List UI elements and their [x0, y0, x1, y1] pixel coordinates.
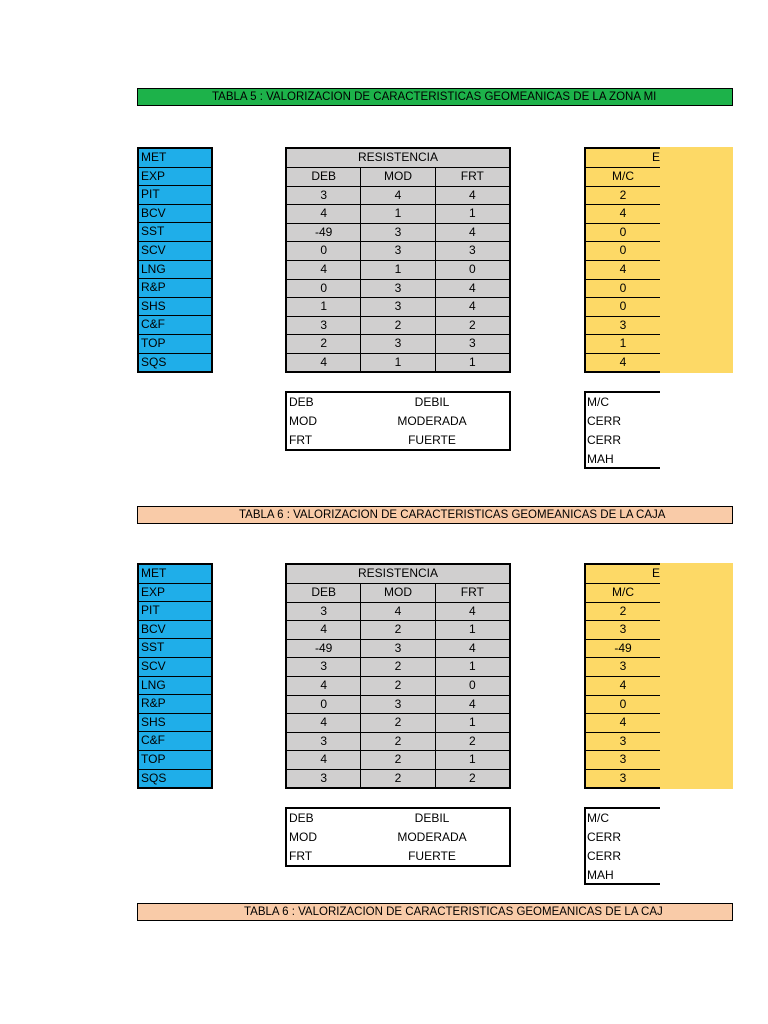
resistencia-header: RESISTENCIA	[287, 149, 509, 168]
table-row	[287, 603, 509, 622]
table-cell: 1	[287, 298, 361, 316]
method-label: SCV	[139, 658, 211, 677]
table-cell: 2	[468, 770, 476, 785]
mc-value: 1	[586, 335, 660, 354]
legend-value: FUERTE	[408, 433, 456, 447]
table-cell: 3	[361, 298, 435, 316]
resistencia-subheader-row	[287, 168, 509, 187]
table-cell: 1	[361, 261, 435, 279]
method-label: BCV	[139, 621, 211, 640]
legend-right-item: MAH	[587, 452, 614, 466]
table-cell: 2	[361, 770, 435, 789]
table-cell: 0	[468, 261, 476, 276]
method-label: R&P	[139, 695, 211, 714]
table-cell: -49	[287, 640, 361, 658]
table-cell: 3	[361, 280, 435, 298]
table-cell: 1	[468, 206, 476, 221]
legend-key: MOD	[289, 830, 317, 844]
method-label: SST	[139, 223, 211, 242]
table-row	[287, 187, 509, 206]
mc-value: -49	[586, 640, 660, 659]
table-cell: 1	[468, 752, 476, 767]
legend-t5	[285, 391, 511, 451]
method-label: PIT	[139, 602, 211, 621]
table-cell: 4	[468, 224, 476, 239]
table-cell: 3	[361, 242, 435, 260]
method-label: LNG	[139, 261, 211, 280]
legend-row	[287, 809, 509, 828]
yellow-extension-t5	[660, 147, 733, 373]
mc-value: 3	[619, 770, 627, 785]
mc-value: 2	[586, 187, 660, 206]
method-label: TOP	[139, 335, 211, 354]
method-label: R&P	[139, 279, 211, 298]
table-cell: 1	[468, 354, 476, 369]
resistencia-col-header: MOD	[361, 168, 435, 186]
table-cell: 4	[287, 354, 361, 373]
mc-header: E	[586, 565, 660, 584]
table-cell: 4	[468, 187, 476, 202]
resistencia-header: RESISTENCIA	[287, 565, 509, 584]
table-cell: 2	[361, 621, 435, 639]
mc-value: 2	[586, 603, 660, 622]
table-cell: 3	[287, 770, 361, 789]
legend-key: DEB	[289, 395, 314, 409]
legend-key: MOD	[289, 414, 317, 428]
legend-row	[287, 828, 509, 847]
table-cell: -49	[287, 224, 361, 242]
table-cell: 3	[468, 243, 476, 258]
table-row	[287, 696, 509, 715]
table-row	[287, 354, 509, 373]
table-cell: 0	[468, 677, 476, 692]
table-cell: 4	[287, 621, 361, 639]
table6b-title-bar	[137, 903, 733, 921]
legend-right-item: CERR	[587, 849, 622, 863]
mc-value: 0	[586, 242, 660, 261]
legend-right-t6	[584, 807, 660, 885]
table-cell: 3	[287, 733, 361, 751]
table5-title: TABLA 5 : VALORIZACION DE CARACTERISTICAS GEOMEANICAS DE LA ZONA MI	[212, 91, 657, 103]
table-row	[287, 751, 509, 770]
table-row	[287, 621, 509, 640]
table-cell: 4	[287, 261, 361, 279]
mc-value: 3	[586, 658, 660, 677]
table-cell: 3	[287, 603, 361, 621]
legend-right-item: CERR	[587, 433, 622, 447]
table-row	[287, 280, 509, 299]
table-cell: 4	[287, 714, 361, 732]
table5-title-bar	[137, 88, 733, 106]
table-cell: 0	[287, 242, 361, 260]
table-cell: 4	[287, 677, 361, 695]
mc-value: 3	[586, 733, 660, 752]
mc-value: 4	[619, 354, 627, 369]
yellow-extension-t6	[660, 563, 733, 789]
table-cell: 4	[468, 696, 476, 711]
method-label: SST	[139, 639, 211, 658]
table-cell: 3	[287, 187, 361, 205]
mc-value: 4	[586, 714, 660, 733]
table-cell: 1	[361, 205, 435, 223]
table-row	[287, 335, 509, 354]
method-label: LNG	[139, 677, 211, 696]
table-cell: 4	[287, 751, 361, 769]
method-label: MET	[139, 565, 211, 584]
table-row	[287, 261, 509, 280]
table-row	[287, 714, 509, 733]
table-row	[287, 733, 509, 752]
method-label: SQS	[141, 770, 167, 785]
legend-value: FUERTE	[408, 849, 456, 863]
mc-value: 4	[586, 261, 660, 280]
table-cell: 2	[361, 714, 435, 732]
resistencia-subheader-row	[287, 584, 509, 603]
resistencia-col-header: FRT	[460, 169, 484, 183]
mc-subheader: M/C	[586, 584, 660, 603]
legend-key: DEB	[289, 811, 314, 825]
table-cell: 3	[287, 317, 361, 335]
legend-t6	[285, 807, 511, 867]
table-cell: 2	[361, 658, 435, 676]
table-cell: 3	[361, 335, 435, 353]
table-cell: 2	[361, 317, 435, 335]
method-label: TOP	[139, 751, 211, 770]
table-row	[287, 658, 509, 677]
mc-value: 4	[586, 205, 660, 224]
table-cell: 0	[287, 280, 361, 298]
table-cell: 4	[468, 603, 476, 618]
legend-right-t5	[584, 391, 660, 469]
table6b-title: TABLA 6 : VALORIZACION DE CARACTERISTICAS GEOMEANICAS DE LA CAJ	[244, 906, 663, 918]
method-label: SCV	[139, 242, 211, 261]
legend-right-item: M/C	[587, 395, 609, 409]
method-label: BCV	[139, 205, 211, 224]
method-label: SHS	[139, 714, 211, 733]
table-row	[287, 242, 509, 261]
table6-title: TABLA 6 : VALORIZACION DE CARACTERISTICAS GEOMEANICAS DE LA CAJA	[239, 509, 666, 521]
mc-value: 0	[586, 224, 660, 243]
mc-value: 0	[586, 298, 660, 317]
mc-value: 3	[586, 751, 660, 770]
legend-key: FRT	[289, 433, 313, 447]
table-cell: 4	[468, 640, 476, 655]
legend-row	[287, 431, 509, 450]
methods-column-t6	[137, 563, 213, 789]
legend-row	[287, 412, 509, 431]
table-cell: 2	[361, 733, 435, 751]
method-label: PIT	[139, 186, 211, 205]
table-cell: 2	[468, 317, 476, 332]
table-cell: 1	[361, 354, 435, 373]
table-row	[287, 298, 509, 317]
mc-column-t5	[584, 147, 660, 373]
table-cell: 4	[361, 603, 435, 621]
table-cell: 3	[468, 336, 476, 351]
table-cell: 4	[361, 187, 435, 205]
mc-value: 0	[586, 696, 660, 715]
table-cell: 0	[287, 696, 361, 714]
method-label: MET	[139, 149, 211, 168]
table-cell: 3	[287, 658, 361, 676]
table-cell: 3	[361, 224, 435, 242]
method-label: SQS	[141, 354, 167, 369]
resistencia-table-t5	[285, 147, 511, 373]
table-cell: 1	[468, 622, 476, 637]
table-row	[287, 770, 509, 789]
method-label: EXP	[139, 168, 211, 187]
legend-row	[287, 847, 509, 866]
table-cell: 1	[468, 715, 476, 730]
table-cell: 2	[287, 335, 361, 353]
resistencia-col-header: DEB	[287, 168, 361, 186]
table-row	[287, 317, 509, 336]
legend-value: MODERADA	[397, 414, 467, 428]
resistencia-col-header: DEB	[287, 584, 361, 602]
mc-value: 3	[586, 621, 660, 640]
table-row	[287, 224, 509, 243]
table-cell: 2	[361, 751, 435, 769]
legend-row	[287, 393, 509, 412]
table-cell: 1	[468, 659, 476, 674]
table-cell: 3	[361, 696, 435, 714]
table-cell: 2	[468, 733, 476, 748]
legend-value: MODERADA	[397, 830, 467, 844]
methods-column-t5	[137, 147, 213, 373]
method-label: EXP	[139, 584, 211, 603]
table-cell: 4	[287, 205, 361, 223]
resistencia-col-header: MOD	[361, 584, 435, 602]
table-cell: 4	[468, 299, 476, 314]
method-label: C&F	[139, 316, 211, 335]
legend-right-item: CERR	[587, 414, 622, 428]
legend-key: FRT	[289, 849, 313, 863]
table-cell: 4	[468, 280, 476, 295]
method-label: SHS	[139, 298, 211, 317]
mc-subheader: M/C	[586, 168, 660, 187]
table-cell: 2	[361, 677, 435, 695]
table-row	[287, 640, 509, 659]
legend-right-item: M/C	[587, 811, 609, 825]
legend-value: DEBIL	[414, 811, 450, 825]
table-row	[287, 205, 509, 224]
mc-value: 3	[586, 317, 660, 336]
table-row	[287, 677, 509, 696]
mc-value: 4	[586, 677, 660, 696]
resistencia-table-t6	[285, 563, 511, 789]
legend-right-item: MAH	[587, 868, 614, 882]
legend-right-item: CERR	[587, 830, 622, 844]
method-label: C&F	[139, 732, 211, 751]
mc-column-t6	[584, 563, 660, 789]
table6-title-bar	[137, 506, 733, 524]
mc-value: 0	[586, 280, 660, 299]
table-cell: 3	[361, 640, 435, 658]
legend-value: DEBIL	[414, 395, 450, 409]
resistencia-col-header: FRT	[460, 585, 484, 599]
mc-header: E	[586, 149, 660, 168]
